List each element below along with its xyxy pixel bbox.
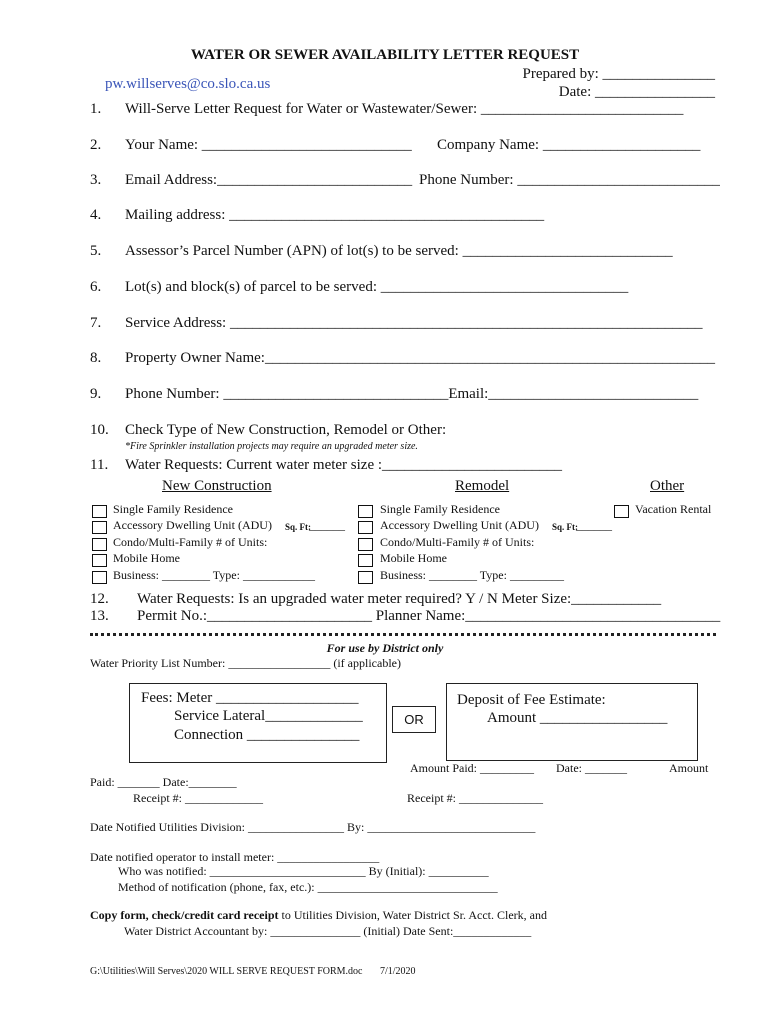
- item-number-5: 5.: [90, 243, 102, 259]
- vacation-rental-label: Vacation Rental: [635, 502, 712, 516]
- email-address-field[interactable]: Email Address:__________________________: [125, 172, 413, 188]
- copy-instructions-rest: to Utilities Division, Water District Sr. Acct. Clerk, and: [278, 908, 547, 922]
- new-adu-label: Accessory Dwelling Unit (ADU): [113, 518, 272, 532]
- new-adu-sqft-field[interactable]: ______: [309, 518, 345, 532]
- permit-planner-field[interactable]: Permit No.:______________________ Planner Name:__________________________________: [137, 608, 721, 624]
- current-meter-size-field[interactable]: Water Requests: Current water meter size :________________________: [125, 457, 563, 473]
- date-field[interactable]: Date: ________________: [558, 84, 715, 100]
- item-number-1: 1.: [90, 101, 102, 117]
- other-heading: Other: [650, 478, 685, 494]
- company-name-field[interactable]: Company Name: _____________________: [437, 137, 701, 153]
- new-condo-label: Condo/Multi-Family # of Units:: [113, 535, 268, 549]
- fees-paid-date-field[interactable]: Paid: _______ Date:________: [90, 775, 237, 789]
- item-number-6: 6.: [90, 279, 102, 295]
- item-number-9: 9.: [90, 386, 102, 402]
- remodel-condo-checkbox[interactable]: [358, 538, 373, 551]
- service-address-field[interactable]: Service Address: _______________________________________________________________: [125, 315, 703, 331]
- amount-paid-field[interactable]: Amount Paid: _________: [410, 761, 535, 775]
- owner-phone-email-field[interactable]: Phone Number: ______________________________Email:____________________________: [125, 386, 699, 402]
- remodel-mobile-home-label: Mobile Home: [380, 551, 447, 565]
- new-construction-heading: New Construction: [162, 478, 272, 494]
- item-number-13: 13.: [90, 608, 109, 624]
- footer-date: 7/1/2020: [380, 966, 416, 977]
- remodel-adu-label: Accessory Dwelling Unit (ADU): [380, 518, 539, 532]
- copy-instructions-bold: Copy form, check/credit card receipt: [90, 908, 279, 922]
- will-serve-request-field[interactable]: Will-Serve Letter Request for Water or Wastewater/Sewer: ___________________________: [125, 101, 684, 117]
- upgraded-meter-field[interactable]: Water Requests: Is an upgraded water meter required? Y / N Meter Size:____________: [137, 591, 662, 607]
- contact-email-link[interactable]: pw.willserves@co.slo.ca.us: [105, 76, 271, 92]
- notification-method-field[interactable]: Method of notification (phone, fax, etc.): ______________________________: [118, 880, 498, 894]
- page-title: WATER OR SEWER AVAILABILITY LETTER REQUEST: [190, 47, 580, 63]
- deposit-amount-field[interactable]: Amount _________________: [487, 710, 668, 726]
- remodel-condo-label: Condo/Multi-Family # of Units:: [380, 535, 535, 549]
- fees-connection-field[interactable]: Connection _______________: [174, 727, 360, 743]
- amount-label-right: Amount: [669, 761, 709, 775]
- new-condo-checkbox[interactable]: [92, 538, 107, 551]
- item-number-4: 4.: [90, 207, 102, 223]
- vacation-rental-checkbox[interactable]: [614, 505, 629, 518]
- new-business-checkbox[interactable]: [92, 571, 107, 584]
- new-sfr-label: Single Family Residence: [113, 502, 233, 516]
- who-notified-field[interactable]: Who was notified: __________________________ By (Initial): __________: [118, 864, 489, 878]
- remodel-business-checkbox[interactable]: [358, 571, 373, 584]
- new-adu-checkbox[interactable]: [92, 521, 107, 534]
- remodel-adu-sqft-label: Sq. Ft:: [552, 522, 579, 532]
- fees-service-lateral-field[interactable]: Service Lateral_____________: [174, 708, 363, 724]
- new-mobile-home-label: Mobile Home: [113, 551, 180, 565]
- deposit-date-field[interactable]: Date: _______: [556, 761, 627, 775]
- your-name-field[interactable]: Your Name: ____________________________: [125, 137, 412, 153]
- lot-block-field[interactable]: Lot(s) and block(s) of parcel to be served: _________________________________: [125, 279, 629, 295]
- item-number-3: 3.: [90, 172, 102, 188]
- construction-type-label: Check Type of New Construction, Remodel or Other:: [125, 422, 447, 438]
- priority-list-field[interactable]: Water Priority List Number: _________________ (if applicable): [90, 656, 401, 670]
- accountant-sent-field[interactable]: Water District Accountant by: _______________ (Initial) Date Sent:_____________: [124, 924, 532, 938]
- fees-meter-field[interactable]: Fees: Meter ___________________: [141, 690, 359, 706]
- notified-utilities-field[interactable]: Date Notified Utilities Division: ________________ By: ____________________________: [90, 820, 536, 834]
- prepared-by-field[interactable]: Prepared by: _______________: [522, 66, 715, 82]
- item-number-10: 10.: [90, 422, 109, 438]
- remodel-sfr-checkbox[interactable]: [358, 505, 373, 518]
- remodel-adu-checkbox[interactable]: [358, 521, 373, 534]
- deposit-label: Deposit of Fee Estimate:: [457, 692, 606, 708]
- new-adu-sqft-label: Sq. Ft:: [285, 522, 312, 532]
- deposit-receipt-field[interactable]: Receipt #: ______________: [407, 791, 543, 805]
- mailing-address-field[interactable]: Mailing address: __________________________________________: [125, 207, 545, 223]
- remodel-mobile-home-checkbox[interactable]: [358, 554, 373, 567]
- notified-operator-field[interactable]: Date notified operator to install meter: _________________: [90, 850, 380, 864]
- fire-sprinkler-note: *Fire Sprinkler installation projects may require an upgraded meter size.: [125, 441, 418, 452]
- fees-receipt-field[interactable]: Receipt #: _____________: [133, 791, 263, 805]
- footer-file-path: G:\Utilities\Will Serves\2020 WILL SERVE REQUEST FORM.doc: [90, 966, 363, 977]
- property-owner-field[interactable]: Property Owner Name:____________________________________________________________: [125, 350, 715, 366]
- item-number-7: 7.: [90, 315, 102, 331]
- remodel-heading: Remodel: [455, 478, 510, 494]
- new-sfr-checkbox[interactable]: [92, 505, 107, 518]
- or-label: OR: [392, 706, 436, 733]
- remodel-sfr-label: Single Family Residence: [380, 502, 500, 516]
- district-only-heading: For use by District only: [326, 641, 444, 655]
- remodel-adu-sqft-field[interactable]: ______: [576, 518, 612, 532]
- copy-instructions: [90, 908, 547, 923]
- section-divider: [90, 633, 716, 636]
- phone-number-field[interactable]: Phone Number: ___________________________: [419, 172, 720, 188]
- remodel-business-field[interactable]: Business: ________ Type: _________: [380, 568, 564, 582]
- item-number-12: 12.: [90, 591, 109, 607]
- item-number-8: 8.: [90, 350, 102, 366]
- item-number-11: 11.: [90, 457, 109, 473]
- new-business-field[interactable]: Business: ________ Type: ____________: [113, 568, 315, 582]
- item-number-2: 2.: [90, 137, 102, 153]
- apn-field[interactable]: Assessor’s Parcel Number (APN) of lot(s) to be served: ____________________________: [125, 243, 673, 259]
- new-mobile-home-checkbox[interactable]: [92, 554, 107, 567]
